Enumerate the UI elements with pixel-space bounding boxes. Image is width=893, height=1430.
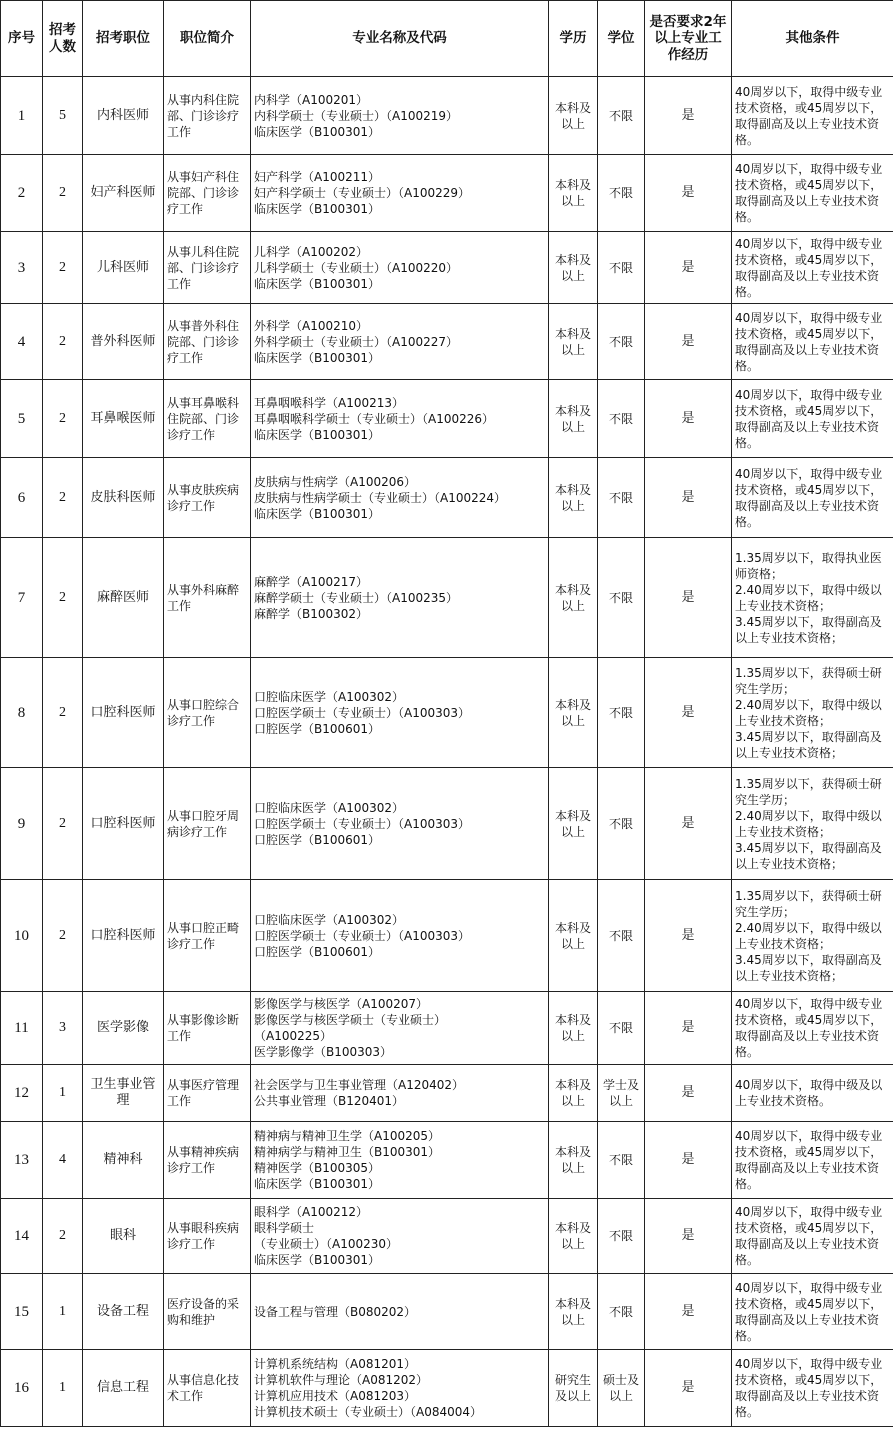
- cell-edu: 本科及以上: [549, 1122, 598, 1199]
- cell-edu: 本科及以上: [549, 992, 598, 1065]
- cell-other: 40周岁以下，取得中级专业技术资格，或45周岁以下，取得副高及以上专业技术资格。: [732, 1350, 893, 1427]
- cell-post: 设备工程: [83, 1274, 164, 1350]
- cell-exp: 是: [645, 77, 732, 155]
- table-row: [1, 1065, 893, 1122]
- cell-count: 3: [43, 992, 83, 1065]
- cell-desc: 从事外科麻醉工作: [164, 538, 251, 658]
- cell-exp: 是: [645, 1350, 732, 1427]
- cell-edu: 本科及以上: [549, 380, 598, 458]
- cell-post: 耳鼻喉医师: [83, 380, 164, 458]
- cell-desc: 从事医疗管理工作: [164, 1065, 251, 1122]
- cell-deg: 不限: [598, 155, 645, 232]
- cell-other: 40周岁以下，取得中级专业技术资格，或45周岁以下，取得副高及以上专业技术资格。: [732, 992, 893, 1065]
- cell-exp: 是: [645, 1274, 732, 1350]
- header-edu: 学历: [549, 1, 598, 77]
- cell-desc: 从事精神疾病诊疗工作: [164, 1122, 251, 1199]
- cell-post: 信息工程: [83, 1350, 164, 1427]
- cell-desc: 从事信息化技术工作: [164, 1350, 251, 1427]
- cell-post: 口腔科医师: [83, 768, 164, 880]
- table-row: [1, 232, 893, 304]
- cell-no: 9: [1, 768, 43, 880]
- cell-edu: 本科及以上: [549, 1065, 598, 1122]
- cell-deg: 不限: [598, 658, 645, 768]
- cell-deg: 不限: [598, 768, 645, 880]
- header-deg: 学位: [598, 1, 645, 77]
- header-count: 招考人数: [43, 1, 83, 77]
- cell-exp: 是: [645, 992, 732, 1065]
- cell-count: 2: [43, 458, 83, 538]
- cell-major: 计算机系统结构（A081201） 计算机软件与理论（A081202） 计算机应用技术（A081203） 计算机技术硕士（专业硕士）（A084004）: [251, 1350, 549, 1427]
- header-no: 序号: [1, 1, 43, 77]
- cell-exp: 是: [645, 304, 732, 380]
- cell-count: 1: [43, 1065, 83, 1122]
- cell-major: 口腔临床医学（A100302） 口腔医学硕士（专业硕士）（A100303） 口腔医学（B100601）: [251, 880, 549, 992]
- cell-desc: 从事普外科住院部、门诊诊疗工作: [164, 304, 251, 380]
- cell-edu: 本科及以上: [549, 1199, 598, 1274]
- cell-count: 1: [43, 1350, 83, 1427]
- cell-other: 1.35周岁以下，获得硕士研究生学历； 2.40周岁以下，取得中级以上专业技术资格； 3.45周岁以下，取得副高及以上专业技术资格；: [732, 658, 893, 768]
- cell-major: 耳鼻咽喉科学（A100213） 耳鼻咽喉科学硕士（专业硕士）（A100226） 临床医学（B100301）: [251, 380, 549, 458]
- cell-major: 口腔临床医学（A100302） 口腔医学硕士（专业硕士）（A100303） 口腔医学（B100601）: [251, 658, 549, 768]
- cell-exp: 是: [645, 658, 732, 768]
- table-row: [1, 1350, 893, 1427]
- table-row: [1, 768, 893, 880]
- cell-exp: 是: [645, 1199, 732, 1274]
- cell-desc: 医疗设备的采购和维护: [164, 1274, 251, 1350]
- cell-edu: 本科及以上: [549, 77, 598, 155]
- cell-other: 1.35周岁以下，获得硕士研究生学历； 2.40周岁以下，取得中级以上专业技术资格； 3.45周岁以下，取得副高及以上专业技术资格；: [732, 880, 893, 992]
- cell-desc: 从事皮肤疾病诊疗工作: [164, 458, 251, 538]
- cell-exp: 是: [645, 1122, 732, 1199]
- cell-other: 40周岁以下，取得中级专业技术资格，或45周岁以下，取得副高及以上专业技术资格。: [732, 380, 893, 458]
- table-body: [1, 77, 893, 1427]
- cell-major: 设备工程与管理（B080202）: [251, 1274, 549, 1350]
- cell-edu: 本科及以上: [549, 232, 598, 304]
- cell-deg: 硕士及以上: [598, 1350, 645, 1427]
- cell-desc: 从事妇产科住院部、门诊诊疗工作: [164, 155, 251, 232]
- cell-no: 15: [1, 1274, 43, 1350]
- cell-desc: 从事口腔综合诊疗工作: [164, 658, 251, 768]
- cell-no: 7: [1, 538, 43, 658]
- cell-no: 16: [1, 1350, 43, 1427]
- cell-deg: 不限: [598, 232, 645, 304]
- cell-post: 内科医师: [83, 77, 164, 155]
- cell-major: 眼科学（A100212） 眼科学硕士 （专业硕士）（A100230） 临床医学（B100301）: [251, 1199, 549, 1274]
- cell-count: 2: [43, 380, 83, 458]
- table-row: [1, 155, 893, 232]
- cell-count: 2: [43, 304, 83, 380]
- cell-other: 40周岁以下，取得中级专业技术资格，或45周岁以下，取得副高及以上专业技术资格。: [732, 1199, 893, 1274]
- cell-no: 10: [1, 880, 43, 992]
- cell-desc: 从事影像诊断工作: [164, 992, 251, 1065]
- cell-desc: 从事眼科疾病诊疗工作: [164, 1199, 251, 1274]
- cell-no: 13: [1, 1122, 43, 1199]
- cell-count: 2: [43, 232, 83, 304]
- cell-major: 影像医学与核医学（A100207） 影像医学与核医学硕士（专业硕士） （A100225） 医学影像学（B100303）: [251, 992, 549, 1065]
- cell-deg: 不限: [598, 1122, 645, 1199]
- cell-desc: 从事口腔牙周病诊疗工作: [164, 768, 251, 880]
- cell-major: 妇产科学（A100211） 妇产科学硕士（专业硕士）（A100229） 临床医学（B100301）: [251, 155, 549, 232]
- cell-major: 社会医学与卫生事业管理（A120402） 公共事业管理（B120401）: [251, 1065, 549, 1122]
- table-row: [1, 380, 893, 458]
- cell-count: 2: [43, 538, 83, 658]
- cell-count: 2: [43, 1199, 83, 1274]
- cell-count: 2: [43, 658, 83, 768]
- table-row: [1, 304, 893, 380]
- table-row: [1, 992, 893, 1065]
- cell-other: 40周岁以下，取得中级专业技术资格，或45周岁以下，取得副高及以上专业技术资格。: [732, 1274, 893, 1350]
- table-row: [1, 658, 893, 768]
- cell-exp: 是: [645, 1065, 732, 1122]
- cell-exp: 是: [645, 458, 732, 538]
- cell-deg: 不限: [598, 380, 645, 458]
- cell-other: 1.35周岁以下，获得硕士研究生学历； 2.40周岁以下，取得中级以上专业技术资格； 3.45周岁以下，取得副高及以上专业技术资格；: [732, 768, 893, 880]
- cell-deg: 不限: [598, 77, 645, 155]
- cell-post: 麻醉医师: [83, 538, 164, 658]
- cell-count: 5: [43, 77, 83, 155]
- cell-no: 2: [1, 155, 43, 232]
- cell-no: 4: [1, 304, 43, 380]
- table-row: [1, 538, 893, 658]
- cell-deg: 不限: [598, 1274, 645, 1350]
- cell-no: 14: [1, 1199, 43, 1274]
- cell-other: 40周岁以下，取得中级专业技术资格，或45周岁以下，取得副高及以上专业技术资格。: [732, 304, 893, 380]
- header-other: 其他条件: [732, 1, 893, 77]
- cell-major: 儿科学（A100202） 儿科学硕士（专业硕士）（A100220） 临床医学（B100301）: [251, 232, 549, 304]
- cell-edu: 本科及以上: [549, 304, 598, 380]
- cell-no: 1: [1, 77, 43, 155]
- cell-post: 精神科: [83, 1122, 164, 1199]
- cell-exp: 是: [645, 768, 732, 880]
- cell-post: 口腔科医师: [83, 880, 164, 992]
- header-desc: 职位简介: [164, 1, 251, 77]
- cell-no: 6: [1, 458, 43, 538]
- cell-count: 1: [43, 1274, 83, 1350]
- cell-exp: 是: [645, 538, 732, 658]
- cell-no: 5: [1, 380, 43, 458]
- cell-other: 40周岁以下，取得中级专业技术资格，或45周岁以下，取得副高及以上专业技术资格。: [732, 77, 893, 155]
- cell-post: 皮肤科医师: [83, 458, 164, 538]
- cell-major: 皮肤病与性病学（A100206） 皮肤病与性病学硕士（专业硕士）（A100224） 临床医学（B100301）: [251, 458, 549, 538]
- header-row: [1, 1, 893, 77]
- cell-post: 妇产科医师: [83, 155, 164, 232]
- table-row: [1, 77, 893, 155]
- cell-post: 儿科医师: [83, 232, 164, 304]
- cell-edu: 本科及以上: [549, 658, 598, 768]
- cell-exp: 是: [645, 232, 732, 304]
- table-header: [1, 1, 893, 77]
- cell-edu: 本科及以上: [549, 155, 598, 232]
- cell-edu: 本科及以上: [549, 1274, 598, 1350]
- cell-post: 口腔科医师: [83, 658, 164, 768]
- table-row: [1, 880, 893, 992]
- cell-major: 内科学（A100201） 内科学硕士（专业硕士）（A100219） 临床医学（B100301）: [251, 77, 549, 155]
- header-major: 专业名称及代码: [251, 1, 549, 77]
- cell-post: 卫生事业管理: [83, 1065, 164, 1122]
- cell-desc: 从事内科住院部、门诊诊疗工作: [164, 77, 251, 155]
- cell-major: 外科学（A100210） 外科学硕士（专业硕士）（A100227） 临床医学（B100301）: [251, 304, 549, 380]
- cell-no: 12: [1, 1065, 43, 1122]
- cell-other: 40周岁以下，取得中级专业技术资格，或45周岁以下，取得副高及以上专业技术资格。: [732, 155, 893, 232]
- cell-desc: 从事耳鼻喉科住院部、门诊诊疗工作: [164, 380, 251, 458]
- cell-other: 40周岁以下，取得中级专业技术资格，或45周岁以下，取得副高及以上专业技术资格。: [732, 1122, 893, 1199]
- cell-deg: 不限: [598, 880, 645, 992]
- cell-no: 8: [1, 658, 43, 768]
- cell-other: 40周岁以下，取得中级专业技术资格，或45周岁以下，取得副高及以上专业技术资格。: [732, 232, 893, 304]
- cell-no: 3: [1, 232, 43, 304]
- table-row: [1, 458, 893, 538]
- cell-post: 普外科医师: [83, 304, 164, 380]
- cell-deg: 不限: [598, 1199, 645, 1274]
- cell-edu: 本科及以上: [549, 538, 598, 658]
- table-row: [1, 1274, 893, 1350]
- cell-desc: 从事儿科住院部、门诊诊疗工作: [164, 232, 251, 304]
- table-row: [1, 1122, 893, 1199]
- cell-exp: 是: [645, 155, 732, 232]
- cell-edu: 本科及以上: [549, 458, 598, 538]
- cell-deg: 不限: [598, 992, 645, 1065]
- cell-other: 1.35周岁以下，取得执业医师资格； 2.40周岁以下，取得中级以上专业技术资格； 3.45周岁以下，取得副高及以上专业技术资格；: [732, 538, 893, 658]
- cell-count: 2: [43, 155, 83, 232]
- cell-count: 2: [43, 880, 83, 992]
- cell-count: 4: [43, 1122, 83, 1199]
- cell-major: 精神病与精神卫生学（A100205） 精神病学与精神卫生（B100301） 精神医学（B100305） 临床医学（B100301）: [251, 1122, 549, 1199]
- cell-deg: 学士及以上: [598, 1065, 645, 1122]
- cell-no: 11: [1, 992, 43, 1065]
- cell-post: 医学影像: [83, 992, 164, 1065]
- cell-post: 眼科: [83, 1199, 164, 1274]
- cell-count: 2: [43, 768, 83, 880]
- cell-desc: 从事口腔正畸诊疗工作: [164, 880, 251, 992]
- cell-other: 40周岁以下，取得中级专业技术资格，或45周岁以下，取得副高及以上专业技术资格。: [732, 458, 893, 538]
- cell-exp: 是: [645, 880, 732, 992]
- cell-edu: 本科及以上: [549, 880, 598, 992]
- cell-edu: 研究生及以上: [549, 1350, 598, 1427]
- cell-exp: 是: [645, 380, 732, 458]
- cell-deg: 不限: [598, 538, 645, 658]
- cell-edu: 本科及以上: [549, 768, 598, 880]
- header-post: 招考职位: [83, 1, 164, 77]
- cell-major: 麻醉学（A100217） 麻醉学硕士（专业硕士）（A100235） 麻醉学（B100302）: [251, 538, 549, 658]
- table-row: [1, 1199, 893, 1274]
- cell-deg: 不限: [598, 304, 645, 380]
- cell-major: 口腔临床医学（A100302） 口腔医学硕士（专业硕士）（A100303） 口腔医学（B100601）: [251, 768, 549, 880]
- cell-other: 40周岁以下，取得中级及以上专业技术资格。: [732, 1065, 893, 1122]
- header-exp: 是否要求2年以上专业工作经历: [645, 1, 732, 77]
- cell-deg: 不限: [598, 458, 645, 538]
